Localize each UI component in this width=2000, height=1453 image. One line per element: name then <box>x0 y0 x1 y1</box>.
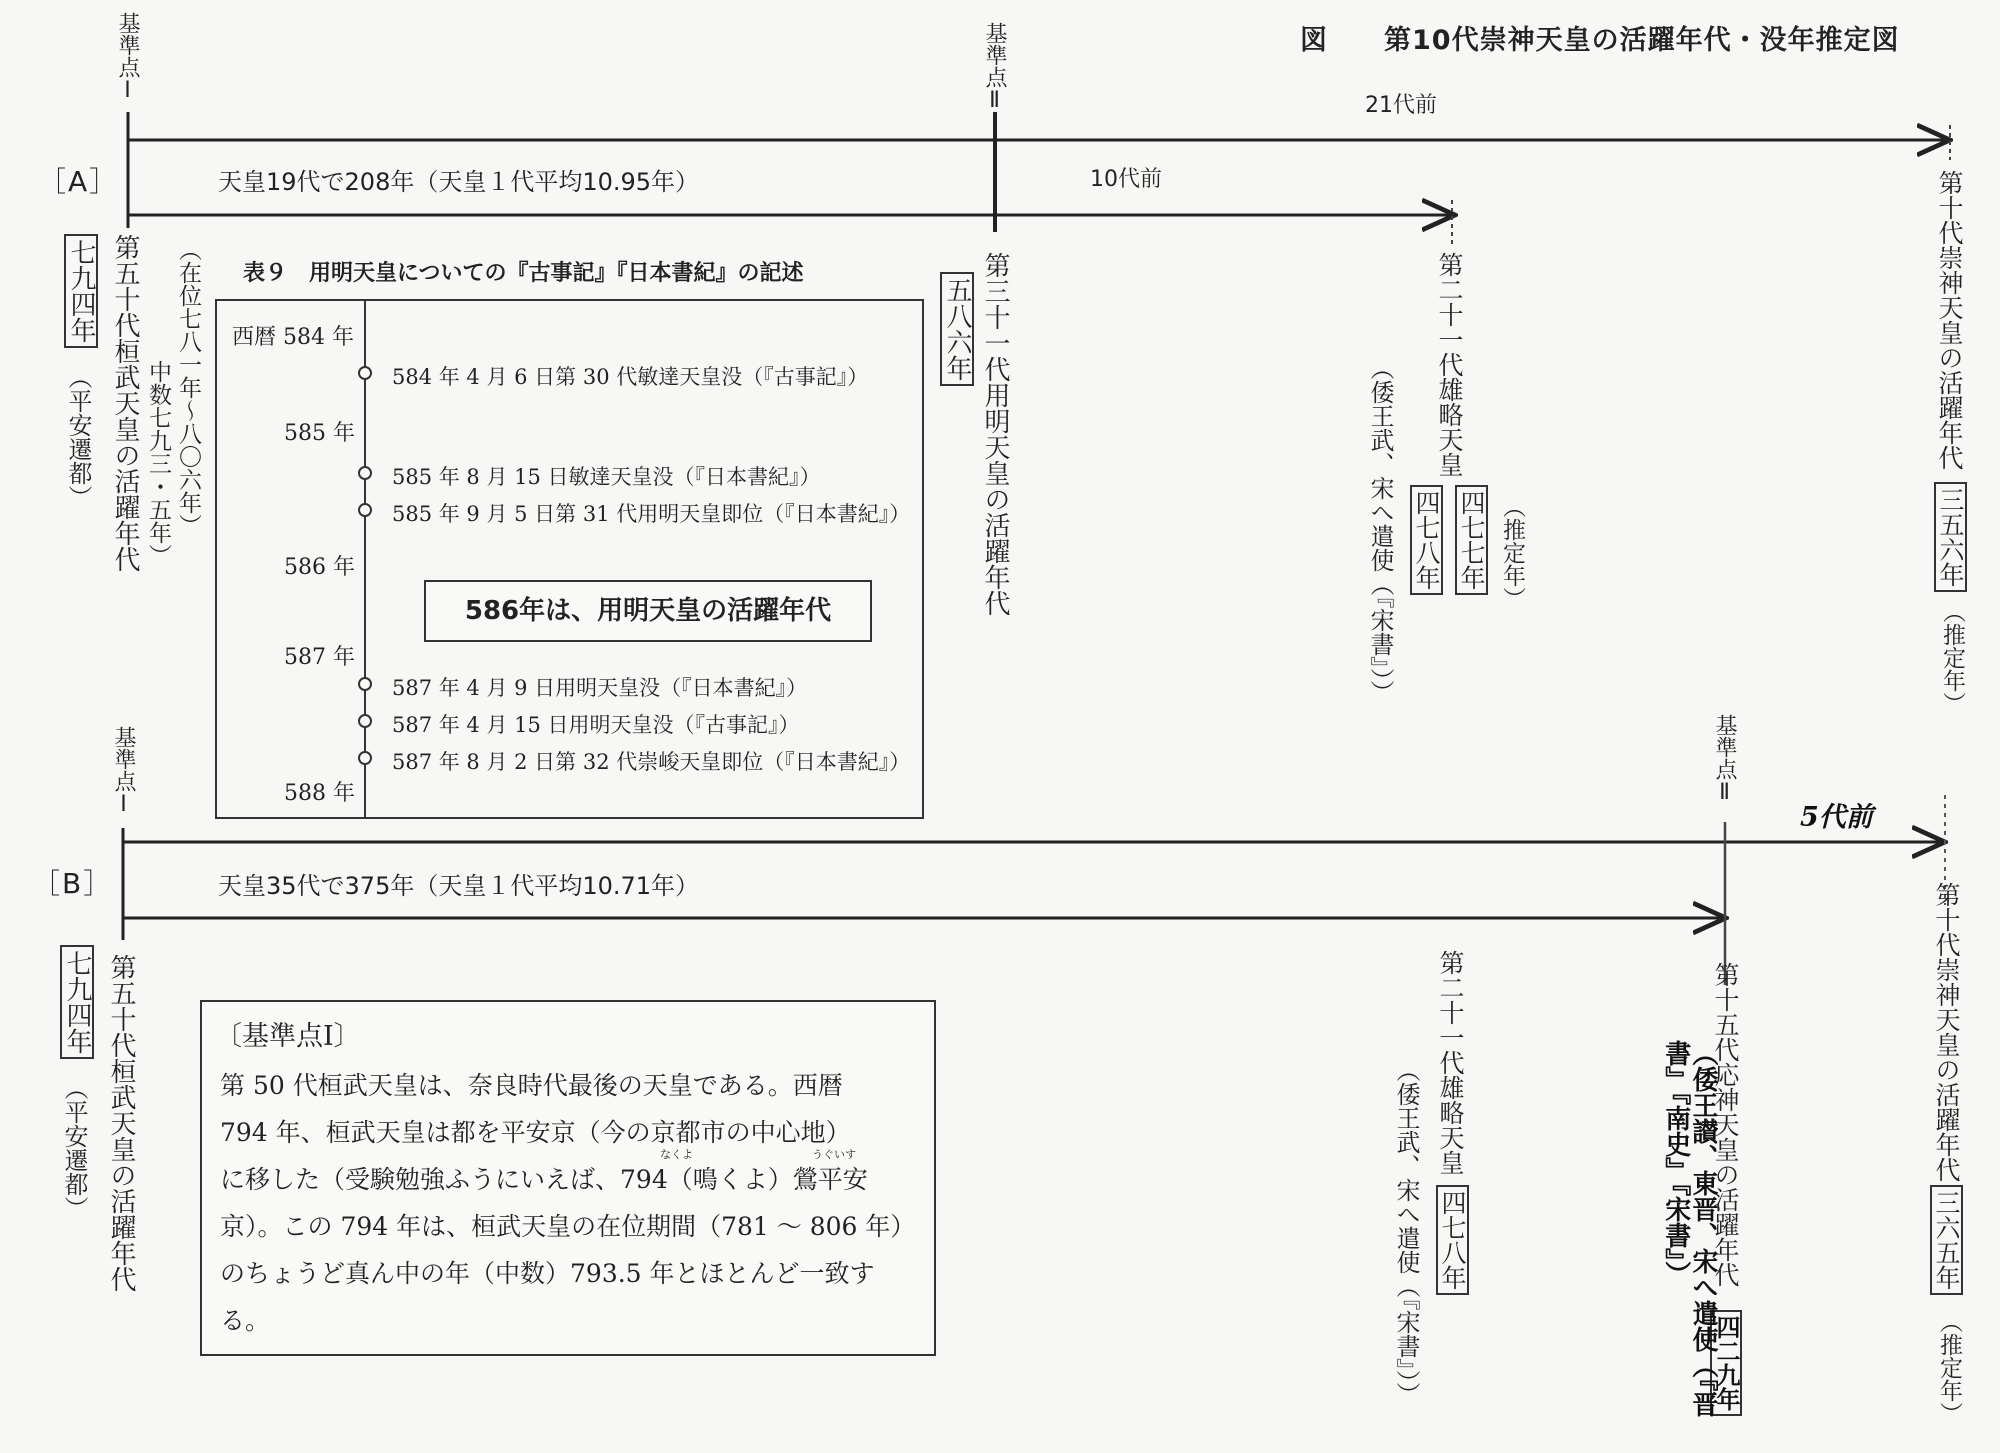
b-year365: 三六五年 <box>1930 1185 1963 1295</box>
b-hand-note: （倭王讃、東晋、宋へ遣使（『晋書』『南史』『宋書』） <box>1660 1040 1718 1417</box>
a-formula: 天皇19代で208年（天皇１代平均10.95年） <box>218 168 700 196</box>
table9-year: 588 年 <box>284 781 355 806</box>
table9-event: 587 年 8 月 2 日第 32 代崇峻天皇即位（『日本書紀』） <box>392 750 911 774</box>
table9-year: 西暦 584 年 <box>232 325 354 350</box>
a-wa: （倭王武、宋へ遣使（『宋書』）） <box>1366 356 1394 704</box>
b-yuryaku: 第二十一代雄略天皇 <box>1436 950 1465 1175</box>
page-title: 図 第10代崇神天皇の活躍年代・没年推定図 <box>1300 25 1900 56</box>
note-heading: 〔基準点Ⅰ〕 <box>215 1021 361 1052</box>
b-year478: 四七八年 <box>1436 1185 1469 1295</box>
a-kanmu-reign1: （在位七八一年～八〇六年） <box>175 238 201 537</box>
b-year429: 四二九年 <box>1710 1310 1742 1416</box>
a-year586: 五八六年 <box>940 272 974 386</box>
b-heian: （平安遷都） <box>60 1076 88 1220</box>
table9-year: 585 年 <box>284 421 355 446</box>
a-arrow-21-label: 21代前 <box>1365 93 1437 118</box>
table9-year: 586 年 <box>284 555 355 580</box>
a-yomei: 第三十一代用明天皇の活躍年代 <box>980 252 1010 616</box>
table9-event: 584 年 4 月 6 日第 30 代敏達天皇没（『古事記』） <box>392 365 869 389</box>
b-wa: （倭王武、宋へ遣使（『宋書』）） <box>1392 1058 1420 1406</box>
b-ojin: 第十五代応神天皇の活躍年代 <box>1711 962 1740 1287</box>
a-ref2-label: 基準点Ⅱ <box>982 22 1007 113</box>
a-year478: 四七八年 <box>1410 485 1443 595</box>
b-estimated: （推定年） <box>1936 1310 1962 1425</box>
a-yuryaku: 第二十一代雄略天皇 <box>1435 252 1464 477</box>
b-formula: 天皇35代で375年（天皇１代平均10.71年） <box>218 872 700 900</box>
a-estimated: （推定年） <box>1499 495 1525 610</box>
b-arrow-5-label: 5代前 <box>1800 802 1873 833</box>
table9-year: 587 年 <box>284 645 355 670</box>
a-arrow-10-label: 10代前 <box>1090 167 1162 192</box>
b-panel-label: ［B］ <box>32 867 114 900</box>
table9-event: 587 年 4 月 15 日用明天皇没（『古事記』） <box>392 713 800 737</box>
note-line: る。 <box>220 1306 271 1335</box>
note-line: に移した（受験勉強ふうにいえば、794（鳴くよ）鶯平安 <box>220 1165 868 1194</box>
note-line: のちょうど真ん中の年（中数）793.5 年とほとんど一致す <box>220 1259 875 1288</box>
a-estimated2: （推定年） <box>1939 600 1965 715</box>
b-year794: 七九四年 <box>60 945 94 1059</box>
a-ref1-label: 基準点Ⅰ <box>115 12 140 103</box>
table9-event: 587 年 4 月 9 日用明天皇没（『日本書紀』） <box>392 676 808 700</box>
a-kanmu: 第五十代桓武天皇の活躍年代 <box>110 234 140 572</box>
table9-event: 585 年 9 月 5 日第 31 代用明天皇即位（『日本書紀』） <box>392 502 911 526</box>
a-heian: （平安遷都） <box>64 365 92 509</box>
note-line: 第 50 代桓武天皇は、奈良時代最後の天皇である。西暦 <box>220 1071 843 1100</box>
a-panel-label: ［A］ <box>38 165 120 198</box>
note-line: 794 年、桓武天皇は都を平安京（今の京都市の中心地） <box>220 1118 851 1147</box>
note-ruby: うぐいす <box>812 1148 856 1161</box>
a-year477: 四七七年 <box>1455 485 1488 595</box>
a-sujin: 第十代崇神天皇の活躍年代 <box>1935 170 1964 470</box>
table9-event: 585 年 8 月 15 日敏達天皇没（『日本書紀』） <box>392 465 821 489</box>
b-kanmu: 第五十代桓武天皇の活躍年代 <box>106 954 136 1292</box>
b-ref2-label: 基準点Ⅱ <box>1712 714 1737 805</box>
table9-caption: 表９ 用明天皇についての『古事記』『日本書紀』の記述 <box>243 261 804 286</box>
a-kanmu-reign2: 中数七九三・五年） <box>145 360 171 567</box>
b-ref1-label: 基準点Ⅰ <box>111 726 136 817</box>
a-year356: 三五六年 <box>1934 482 1967 592</box>
a-year794: 七九四年 <box>64 234 98 348</box>
table9-highlight: 586年は、用明天皇の活躍年代 <box>424 580 872 642</box>
note-ruby: なくよ <box>660 1148 693 1161</box>
b-sujin: 第十代崇神天皇の活躍年代 <box>1932 882 1961 1182</box>
note-line: 京）。この 794 年は、桓武天皇の在位期間（781 ～ 806 年） <box>220 1212 916 1241</box>
